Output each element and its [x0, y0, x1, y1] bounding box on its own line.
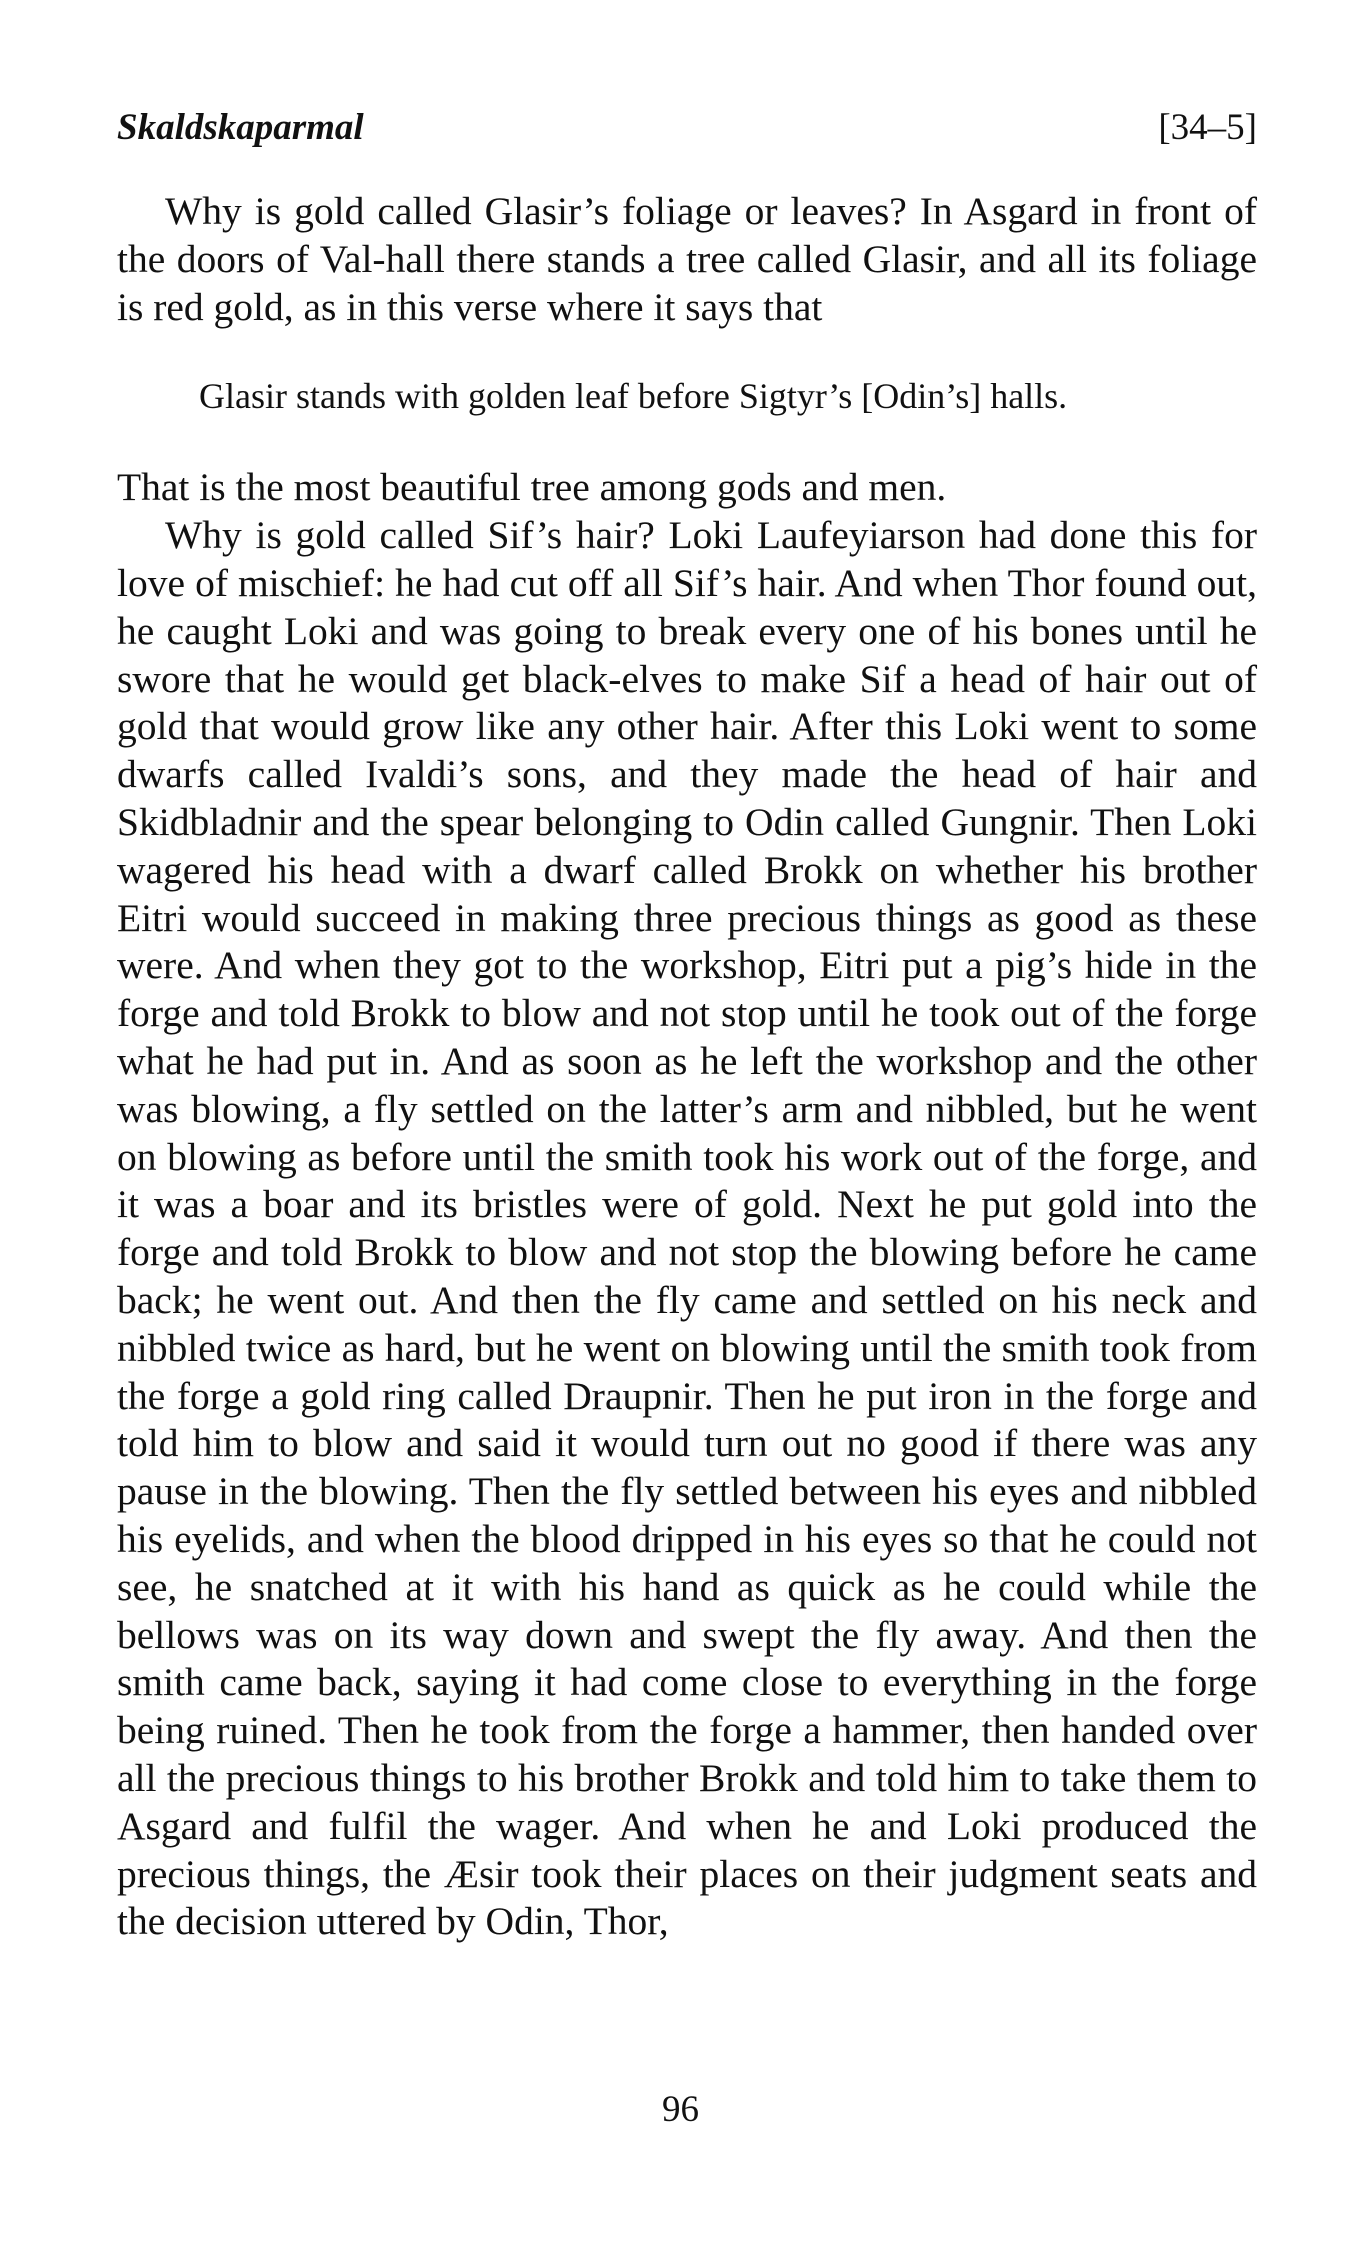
body-text: [117, 188, 1257, 1946]
running-head-title: Skaldskaparmal: [117, 107, 364, 148]
running-head: [117, 100, 1257, 156]
paragraph-beautiful-tree: That is the most beautiful tree among gods and men.: [117, 465, 947, 510]
running-head-section: [34–5]: [1158, 107, 1257, 148]
verse-quotation: Glasir stands with golden leaf before Sigtyr’s [Odin’s] halls.: [199, 376, 1068, 417]
paragraph-sifs-hair: Why is gold called Sif’s hair? Loki Laufeyiarson had done this for love of mischief: he had cut off all Sif’s hair. And when Thor found out, he caught Loki and was going to break every one of his bones until he swore that he would get black-elves to make Sif a head of hair out of gold that would grow like any other hair. After this Loki went to some dwarfs called Ivaldi’s sons, and they made the head of hair and Skidbladnir and the spear belonging to Odin called Gungnir. Then Loki wagered his head with a dwarf called Brokk on whether his brother Eitri would succeed in making three precious things as good as these were. And when they got to the workshop, Eitri put a pig’s hide in the forge and told Brokk to blow and not stop until he took out of the forge what he had put in. And as soon as he left the workshop and the other was blowing, a fly settled on the latter’s arm and nibbled, but he went on blowing as before until the smith took his work out of the forge, and it was a boar and its bristles were of gold. Next he put gold into the forge and told Brokk to blow and not stop the blowing before he came back; he went out. And then the fly came and settled on his neck and nibbled twice as hard, but he went on blowing until the smith took from the forge a gold ring called Draupnir. Then he put iron in the forge and told him to blow and said it would turn out no good if there was any pause in the blowing. Then the fly settled between his eyes and nibbled his eyelids, and when the blood dripped in his eyes so that he could not see, he snatched at it with his hand as quick as he could while the bellows was on its way down and swept the fly away. And then the smith came back, saying it had come close to everything in the forge being ruined. Then he took from the forge a hammer, then handed over all the precious things to his brother Brokk and told him to take them to Asgard and fulfil the wager. And when he and Loki produced the precious things, the Æsir took their places on their judgment seats and the decision uttered by Odin, Thor,: [117, 513, 1257, 1944]
page-number: 96: [662, 2089, 699, 2130]
paragraph-glasir: Why is gold called Glasir’s foliage or leaves? In Asgard in front of the doors of Val-hall there stands a tree called Glasir, and all its foliage is red gold, as in this verse where it says that: [117, 189, 1257, 329]
